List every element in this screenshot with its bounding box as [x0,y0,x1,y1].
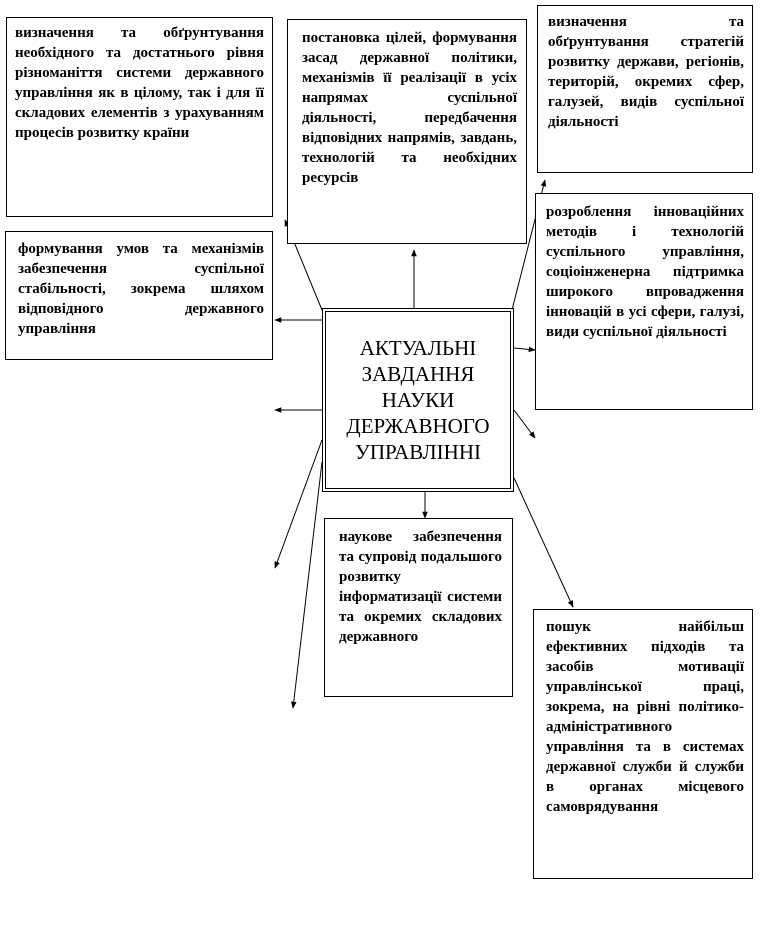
task-box-bottom-middle [324,518,513,697]
task-text: формування умов та механізмів забезпечення суспільної стабільності, зокрема шляхом відповідного державного управління [18,241,264,337]
task-box-left [5,231,273,360]
task-box-top-right [537,5,753,173]
task-text: наукове забезпечення та супровід подальшого розвитку інформатизації системи та окремих складових державного [339,529,502,645]
task-text: постановка цілей, формування засад державної політики, механізмів її реалізації в усіх напрямах суспільної діяльності, передбачення відповідних напрямів, завдань, технологій та необхідних ресурсів [302,30,517,186]
task-box-top-middle [287,19,527,244]
task-text: визначення та обґрунтування стратегій розвитку держави, регіонів, територій, окремих сфер, галузей, видів суспільної діяльності [548,14,744,130]
arrow-down-left-1 [275,440,322,568]
task-box-right [535,193,753,410]
task-text: пошук найбільш ефективних підходів та засобів мотивації управлінської праці, зокрема, на рівні політико-адміністративного управління та в системах державної служби й служби в органах місцевого самоврядування [546,619,744,815]
task-box-top-left [6,17,273,217]
task-text: розроблення інноваційних методів і технологій суспільного управління, соціоінженерна підтримка широкого впровадження інновацій в усі сфери, галузі, види суспільної діяльності [546,204,744,340]
arrow-to-right [514,348,535,350]
arrow-down-left-2 [293,462,322,708]
arrow-right-lower [514,410,535,438]
task-text: визначення та обґрунтування необхідного та достатнього рівня різноманіття системи державного управління як в цілому, так і для її складових елементів з урахуванням процесів розвитку країни [15,25,264,141]
task-box-bottom-right [533,609,753,879]
arrow-to-bottom-right [514,478,573,607]
central-topic-title: АКТУАЛЬНІ ЗАВДАННЯ НАУКИ ДЕРЖАВНОГО УПРАВЛІННІ [346,336,490,464]
central-topic-box [322,308,514,492]
